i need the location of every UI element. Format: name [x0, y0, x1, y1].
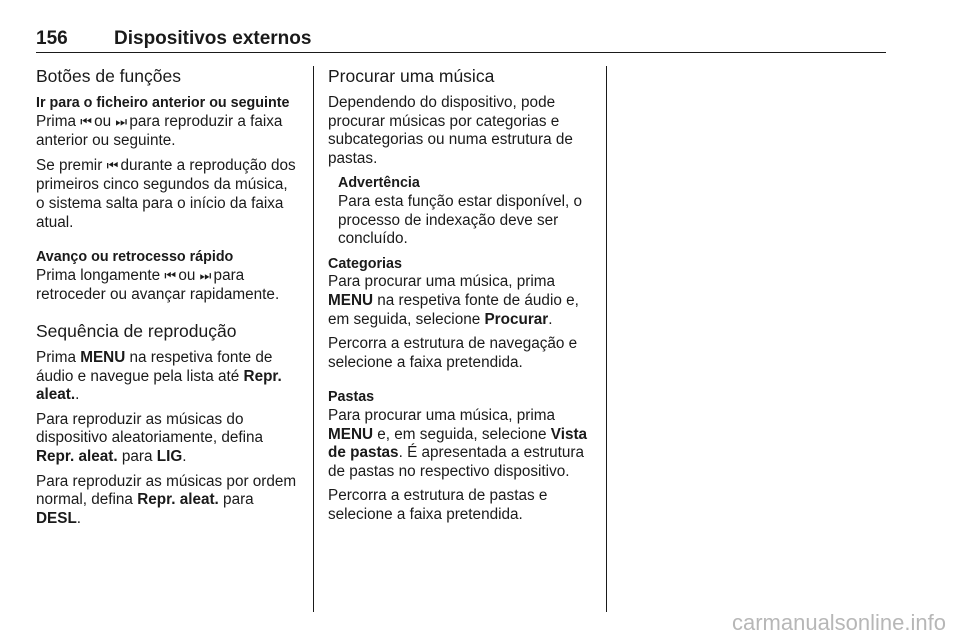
section-title-function-buttons: Botões de funções: [36, 66, 181, 86]
text: durante a reprodução dos primeiros cinco segundos da música, o sistema salta para o início da faixa atual.: [36, 156, 296, 231]
text: Para procurar uma música, prima: [328, 273, 555, 291]
skip-forward-icon: ⏭: [115, 114, 126, 130]
skip-back-icon: ⏮: [80, 114, 90, 130]
text: e, em seguida, selecione: [373, 425, 551, 443]
paragraph: [36, 113, 300, 151]
skip-back-icon: ⏮: [164, 268, 175, 284]
menu-keyword: MENU: [80, 348, 126, 366]
text: Para procurar uma música, prima: [328, 406, 555, 424]
skip-forward-icon: ⏭: [199, 268, 210, 284]
text: .: [76, 509, 82, 527]
menu-keyword: MENU: [328, 291, 374, 309]
text: para retroceder ou avançar rapidamente.: [36, 266, 280, 304]
text: Prima longamente: [36, 266, 165, 284]
on-keyword: LIG: [156, 447, 183, 465]
paragraph: [36, 157, 300, 232]
subsection-title-categories: Categorias: [328, 255, 402, 272]
text: Prima: [36, 348, 81, 366]
chapter-title: Dispositivos externos: [114, 28, 312, 49]
text: ou: [89, 112, 116, 130]
paragraph: [328, 273, 594, 329]
text: na respetiva fonte de áudio e navegue pela lista até: [36, 348, 273, 385]
paragraph: Percorra a estrutura de navegação e selecione a faixa pretendida.: [328, 335, 578, 371]
paragraph: Percorra a estrutura de pastas e selecione a faixa pretendida.: [328, 487, 548, 523]
shuffle-keyword: Repr. aleat.: [137, 491, 219, 509]
off-keyword: DESL: [36, 509, 77, 527]
text: para reproduzir a faixa anterior ou seguinte.: [36, 112, 283, 150]
subsection-title-fast-forward: Avanço ou retrocesso rápido: [36, 249, 234, 266]
column-divider: [313, 66, 314, 612]
section-title-playback-sequence: Sequência de reprodução: [36, 320, 237, 341]
text: Para reproduzir as músicas por ordem normal, defina: [36, 472, 297, 509]
search-keyword: Procurar: [484, 310, 549, 328]
shuffle-keyword: Repr. aleat.: [36, 447, 118, 465]
skip-back-icon: ⏮: [106, 158, 117, 174]
text: Prima: [36, 112, 81, 130]
text: na respetiva fonte de áudio e, em seguida, selecione: [328, 291, 579, 328]
text: . É apresentada a estrutura de pastas no respectivo dispositivo.: [328, 444, 584, 480]
paragraph: Dependendo do dispositivo, pode procurar músicas por categorias e subcategorias ou numa estrutura de pastas.: [328, 94, 573, 167]
column-divider: [606, 66, 607, 612]
text: .: [75, 386, 80, 404]
menu-keyword: MENU: [328, 425, 374, 443]
page-number: 156: [36, 28, 68, 49]
folder-view-keyword: Vista de pastas: [328, 425, 588, 462]
text: ou: [174, 266, 200, 284]
watermark: carmanualsonline.info: [731, 610, 946, 635]
note-box: [338, 174, 594, 248]
shuffle-keyword: Repr. aleat.: [36, 367, 282, 404]
text: .: [548, 310, 553, 328]
right-column: [328, 66, 594, 530]
section-title-search-music: Procurar uma música: [328, 66, 495, 86]
text: .: [182, 447, 187, 465]
left-column: [36, 66, 300, 534]
paragraph: [328, 407, 594, 481]
text: Para reproduzir as músicas do dispositivo aleatoriamente, defina: [36, 410, 264, 447]
paragraph: [36, 473, 300, 529]
paragraph: [36, 411, 300, 467]
text: Se premir: [36, 156, 107, 174]
paragraph: [36, 267, 300, 305]
subsection-title-prev-next: Ir para o ficheiro anterior ou seguinte: [36, 95, 290, 111]
page-header: [36, 28, 886, 53]
text: para: [117, 447, 157, 465]
note-text: Para esta função estar disponível, o processo de indexação deve ser concluído.: [338, 192, 583, 248]
subsection-title-folders: Pastas: [328, 389, 375, 406]
paragraph: [36, 349, 300, 405]
text: para: [218, 491, 254, 509]
note-title: Advertência: [338, 175, 420, 192]
